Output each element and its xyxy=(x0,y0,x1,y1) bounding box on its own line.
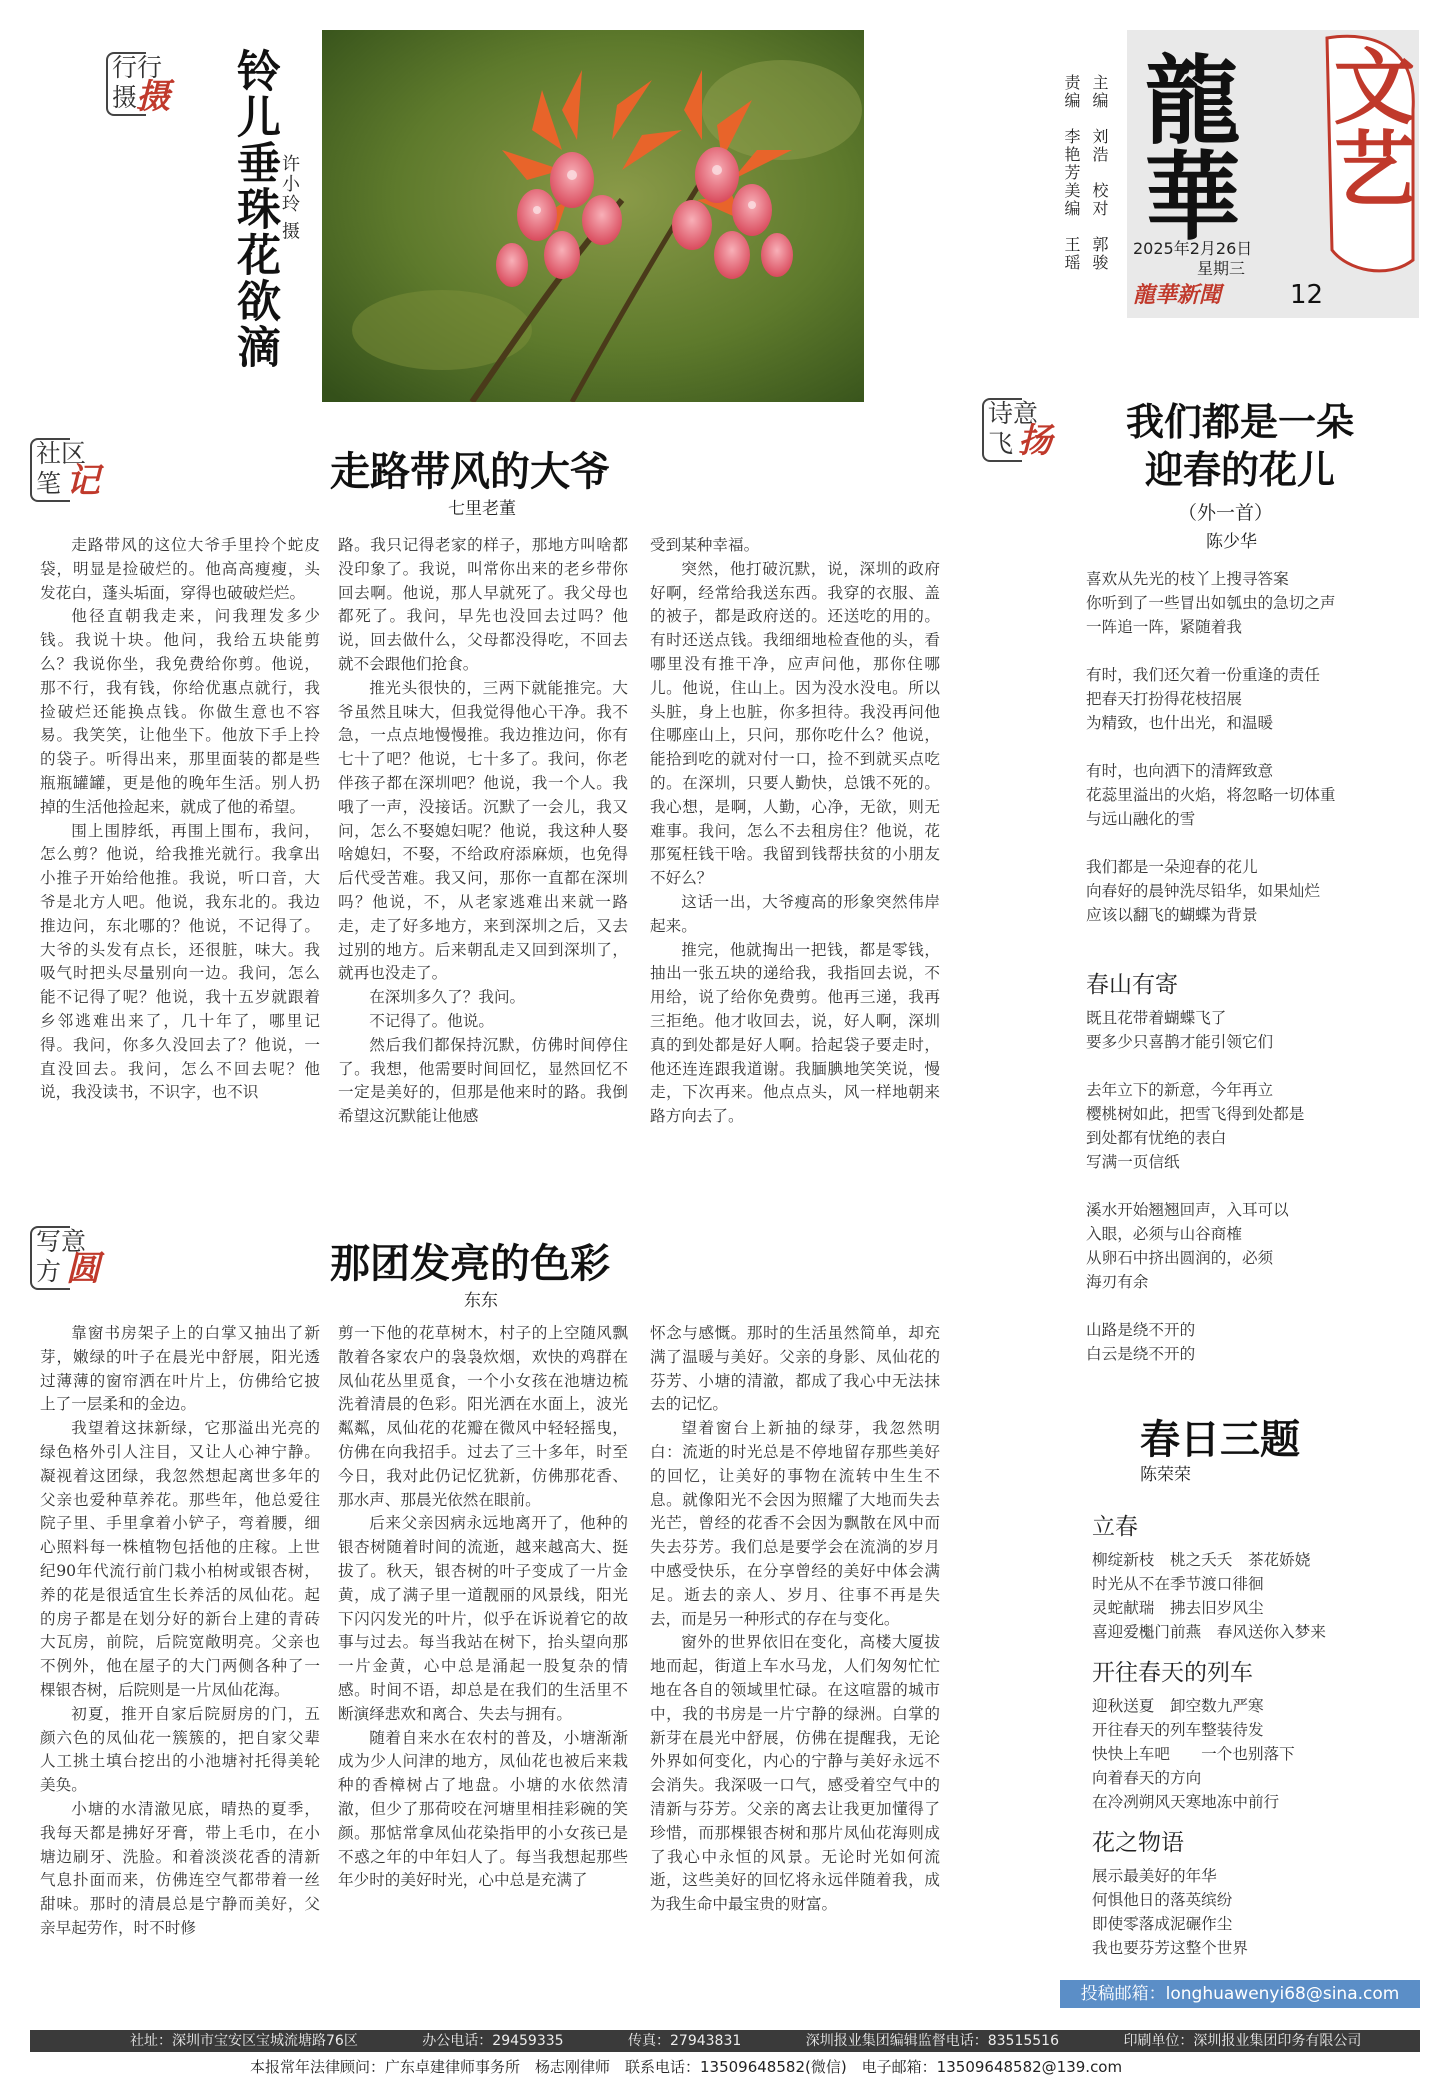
paragraph: 推完，他就掏出一把钱，都是零钱，抽出一张五块的递给我，我指回去说，不用给，说了给你免费剪。他再三递，我再三拒绝。他才收回去，说，好人啊，深圳真的到处都是好人啊。拾起袋子要走时，他还连连跟我道谢。我腼腆地笑笑说，慢走，下次再来。他点点头，风一样地朝来路方向去了。 xyxy=(650,940,940,1126)
stanza: 山路是绕不开的 白云是绕不开的 xyxy=(1086,1321,1196,1363)
brand-name: 龍華新聞 xyxy=(1133,282,1222,308)
tag-accent: 记 xyxy=(66,461,100,501)
poetry-title xyxy=(1080,398,1400,494)
tag-text: 笔 xyxy=(36,469,62,498)
poem-line: 喜迎爱櫆门前燕 春风送你入梦来 xyxy=(1092,1623,1326,1641)
section-tag-poetry xyxy=(982,398,1052,460)
poetry-subtitle: （外一首） xyxy=(1178,502,1274,524)
section-tag-essay xyxy=(30,1226,100,1288)
paragraph: 推光头很快的，三两下就能推完。大爷虽然且味大，但我觉得他心干净。我不急，一点点地慢慢推。我边推边问，你有七十了吧？他说，七十多了。我问，你老伴孩子都在深圳吧？他说，我一个人。我哦了一声，没接话。沉默了一会儿，我又问，怎么不娶媳妇呢？他说，我这种人娶啥媳妇，不娶，不给政府添麻烦，也免得后代受苦难。我又问，那你一直都在深圳吗？他说，不，从老家逃难出来就一路走，走了好多地方，来到深圳之后，又去过别的地方。后来朝乱走又回到深圳了，就再也没走了。 xyxy=(338,678,628,983)
poem-line: 快快上车吧 一个也别落下 xyxy=(1092,1745,1295,1763)
paragraph: 走路带风的这位大爷手里拎个蛇皮袋，明显是捡破烂的。他高高瘦瘦，头发花白，蓬头垢面，穿得也破破烂烂。 xyxy=(40,536,320,602)
paragraph: 受到某种幸福。 xyxy=(650,536,760,554)
tag-text: 诗意 xyxy=(988,399,1039,428)
poem-line: 在冷冽朔风天寒地冻中前行 xyxy=(1092,1793,1280,1811)
article1-author: 七里老董 xyxy=(448,499,516,519)
stanza: 既且花带着蝴蝶飞了 要多少只喜鹊才能引领它们 xyxy=(1086,1009,1274,1051)
masthead xyxy=(1127,30,1419,318)
article2-column-3 xyxy=(650,1322,940,1917)
footer-hotline: 深圳报业集团编辑监督电话：83515516 xyxy=(805,2033,1059,2049)
section-tag-photo xyxy=(106,52,176,117)
staff-credits: 主编 刘浩 校对 郭骏 责编 李艳芳 美编 王瑶 xyxy=(1062,74,1109,272)
article2-column-2 xyxy=(338,1322,628,1893)
spring-section-2-heading: 开往春天的列车 xyxy=(1092,1660,1253,1686)
poem-line: 何惧他日的落英缤纷 xyxy=(1092,1891,1233,1909)
paragraph: 然后我们都保持沉默，仿佛时间停住了。我想，他需要时间回忆，显然回忆不一定是美好的，但那是他来时的路。我倒希望这沉默能让他感 xyxy=(338,1035,628,1126)
paragraph: 窗外的世界依旧在变化，高楼大厦拔地而起，街道上车水马龙，人们匆匆忙忙地在各自的领域里忙碌。在这喧嚣的城市中，我的书房是一片宁静的绿洲。白掌的新芽在晨光中舒展，仿佛在提醒我，无论外界如何变化，内心的宁静与美好永远不会消失。我深吸一口气，感受着空气中的清新与芬芳。父亲的离去让我更加懂得了珍惜，而那棵银杏树和那片凤仙花海则成了我心中永恒的风景。无论时光如何流逝，这些美好的回忆将永远伴随着我，成为我生命中最宝贵的财富。 xyxy=(650,1633,940,1914)
poem-line: 开往春天的列车整装待发 xyxy=(1092,1721,1264,1739)
paragraph: 靠窗书房架子上的白掌又抽出了新芽，嫩绿的叶子在晨光中舒展，阳光透过薄薄的窗帘洒在叶片上，仿佛给它披上了一层柔和的金边。 xyxy=(40,1324,320,1414)
poem-line: 灵蛇献瑞 拂去旧岁风尘 xyxy=(1092,1599,1264,1617)
footer-printer: 印刷单位：深圳报业集团印务有限公司 xyxy=(1123,2033,1362,2049)
stanza: 我们都是一朵迎春的花儿 向春好的晨钟洗尽铅华，如果灿烂 应该以翻飞的蝴蝶为背景 xyxy=(1086,858,1320,924)
issue-weekday: 星期三 xyxy=(1197,259,1246,278)
spring-section-1-heading: 立春 xyxy=(1092,1514,1138,1540)
paragraph: 围上围脖纸，再围上围布，我问，怎么剪？他说，给我推光就行。我拿出小推子开始给他推。我说，听口音，大爷是北方人吧。他说，我东北的。我边推边问，东北哪的？他说，不记得了。大爷的头发有点长，还很脏，味大。我吸气时把头尽量别向一边。我问，怎么能不记得了呢？他说，我十五岁就跟着乡邻逃难出来了，几十年了，哪里记得。我问，你多久没回去了？他说，一直没回去。我问，怎么不回去呢？他说，我没读书，不识字，也不识 xyxy=(40,821,320,1102)
tag-accent: 圆 xyxy=(66,1249,100,1289)
article1-column-3 xyxy=(650,534,940,1129)
paragraph: 他径直朝我走来，问我理发多少钱。我说十块。他问，我给五块能剪么？我说你坐，我免费给你剪。他说，那不行，我有钱，你给优惠点就行，我捡破烂还能换点钱。你做生意也不容易。我笑笑，让他坐下。他放下手上拎的袋子。听得出来，那里面装的都是些瓶瓶罐罐，更是他的晚年生活。别人扔掉的生活他捡起来，就成了他的希望。 xyxy=(40,607,320,816)
poetry-author: 陈少华 xyxy=(1206,532,1257,552)
spring-title: 春日三题 xyxy=(1140,1417,1300,1463)
spring-author: 陈荣荣 xyxy=(1140,1465,1191,1485)
poem-1 xyxy=(1086,567,1416,951)
spring-section-3 xyxy=(1092,1864,1422,1960)
paragraph: 在深圳多久了？我问。 xyxy=(369,988,526,1007)
spring-section-1 xyxy=(1092,1548,1422,1644)
stanza: 喜欢从先光的枝丫上搜寻答案 你听到了一些冒出如瓠虫的急切之声 一阵追一阵，紧随着我 xyxy=(1086,570,1336,636)
article1-column-1 xyxy=(40,534,320,1105)
masthead-logo: 龍華 xyxy=(1129,50,1242,242)
spring-section-2 xyxy=(1092,1694,1422,1814)
tag-text: 行行 xyxy=(112,53,163,82)
poem-line: 时光从不在季节渡口徘徊 xyxy=(1092,1575,1264,1593)
footer-fax: 传真：27943831 xyxy=(628,2033,742,2049)
stanza: 有时，我们还欠着一份重逢的责任 把春天打扮得花枝招展 为精致，也什出光，和温暖 xyxy=(1086,666,1320,732)
paragraph: 初夏，推开自家后院厨房的门，五颜六色的凤仙花一簇簇的，把自家父辈人工挑土填台挖出的小池塘衬托得美轮美奂。 xyxy=(40,1704,320,1795)
paragraph: 望着窗台上新抽的绿芽，我忽然明白：流逝的时光总是不停地留存那些美好的回忆，让美好的事物在流转中生生不息。就像阳光不会因为照耀了大地而失去光芒，曾经的花香不会因为飘散在风中而失去芬芳。我们总是要学会在流淌的岁月中感受快乐，在分享曾经的美好中体会满足。逝去的亲人、岁月、往事不再是失去，而是另一种形式的存在与变化。 xyxy=(650,1419,940,1628)
poem-line: 向着春天的方向 xyxy=(1092,1769,1202,1787)
poem-line: 柳绽新枝 桃之夭夭 茶花娇娆 xyxy=(1092,1551,1311,1569)
stanza: 溪水开始翘翘回声，入耳可以 入眼，必须与山谷商榷 从卵石中挤出圆润的，必须 海刃有余 xyxy=(1086,1201,1289,1291)
footer-address: 社址：深圳市宝安区宝城流塘路76区 xyxy=(130,2033,358,2049)
paragraph: 不记得了。他说。 xyxy=(369,1011,494,1030)
paragraph: 我望着这抹新绿，它那溢出光亮的绿色格外引人注目，又让人心神宁静。凝视着这团绿，我忽然想起离世多年的父亲也爱种草养花。那些年，他总爱往院子里、手里拿着小铲子，弯着腰，细心照料每一株植物包括他的庄稼。上世纪90年代流行前门栽小柏树或银杏树，养的花是很适宜生长养活的凤仙花。起的房子都是在划分好的新台上建的青砖大瓦房，前院，后院宽敞明亮。父亲也不例外，他在屋子的大门两侧各种了一棵银杏树，后院则是一片凤仙花海。 xyxy=(40,1419,320,1699)
page-number: 12 xyxy=(1290,280,1324,310)
issue-date: 2025年2月26日 xyxy=(1133,239,1253,258)
tag-text: 方 xyxy=(36,1257,62,1286)
footer-legal: 本报常年法律顾问：广东卓建律师事务所 杨志刚律师 联系电话：13509648582(微信) 电子邮箱：13509648582@139.com xyxy=(250,2058,1123,2076)
poem-2 xyxy=(1086,1006,1416,1390)
submission-email[interactable]: 投稿邮箱：longhuawenyi68@sina.com xyxy=(1060,1980,1420,2008)
poem-line: 迎秋送夏 卸空数九严寒 xyxy=(1092,1697,1264,1715)
poem-line: 我也要芬芳这整个世界 xyxy=(1092,1939,1248,1957)
paragraph: 怀念与感慨。那时的生活虽然简单，却充满了温暖与美好。父亲的身影、凤仙花的芬芳、小塘的清澈，都成了我心中无法抹去的记忆。 xyxy=(650,1324,940,1414)
tag-accent: 扬 xyxy=(1018,421,1052,461)
section-tag-community xyxy=(30,438,100,500)
feature-photo xyxy=(322,30,864,402)
poetry-title-line: 迎春的花儿 xyxy=(1144,448,1335,492)
poem-line: 即使零落成泥碾作尘 xyxy=(1092,1915,1233,1933)
footer-bar xyxy=(30,2030,1420,2052)
stanza: 有时，也向洒下的清辉致意 花蕊里溢出的火焰，将忽略一切体重 与远山融化的雪 xyxy=(1086,762,1336,828)
footer-phone: 办公电话：29459335 xyxy=(422,2033,564,2049)
paragraph: 随着自来水在农村的普及，小塘渐渐成为少人问津的地方，凤仙花也被后来栽种的香樟树占了地盘。小塘的水依然清澈，但少了那荷咬在河塘里相挂彩碗的笑颜。那惦常拿凤仙花染指甲的小女孩已是不惑之年的中年妇人了。每当我想起那些年少时的美好时光，心中总是充满了 xyxy=(338,1728,628,1890)
tag-text: 社区 xyxy=(36,439,87,468)
poem-line: 展示最美好的年华 xyxy=(1092,1867,1217,1885)
paragraph: 这话一出，大爷瘦高的形象突然伟岸起来。 xyxy=(650,892,940,935)
paragraph: 后来父亲因病永远地离开了，他种的银杏树随着时间的流逝，越来越高大、挺拔了。秋天，银杏树的叶子变成了一片金黄，成了满子里一道靓丽的风景线，阳光下闪闪发光的叶片，似乎在诉说着它的故事与过去。每当我站在树下，抬头望向那一片金黄，心中总是涌起一股复杂的情感。时间不语，却总是在我们的生活里不断演绎悲欢和离合、失去与拥有。 xyxy=(338,1514,628,1723)
article1-column-2 xyxy=(338,534,628,1129)
tag-accent: 摄 xyxy=(136,77,170,117)
stanza: 去年立下的新意，今年再立 樱桃树如此，把雪飞得到处都是 到处都有忧绝的表白 写满一页信纸 xyxy=(1086,1081,1305,1171)
photo-credit: 许小玲 摄 xyxy=(279,154,300,242)
spring-section-3-heading: 花之物语 xyxy=(1092,1830,1184,1856)
paragraph: 剪一下他的花草树木，村子的上空随风飘散着各家农户的袅袅炊烟，欢快的鸡群在凤仙花丛里觅食，一个小女孩在池塘边梳洗着清晨的色彩。阳光洒在水面上，波光粼粼，凤仙花的花瓣在微风中轻轻摇曳，仿佛在向我招手。过去了三十多年，时至今日，我对此仍记忆犹新，仿佛那花香、那水声、那晨光依然在眼前。 xyxy=(338,1324,628,1509)
poem-2-title: 春山有寄 xyxy=(1086,972,1178,998)
tag-text: 飞 xyxy=(988,429,1014,458)
poetry-title-line: 我们都是一朵 xyxy=(1125,400,1354,444)
paragraph: 小塘的水清澈见底，晴热的夏季，我每天都是拂好牙膏，带上毛巾，在小塘边刷牙、洗脸。和着淡淡花香的清新气息扑面而来，仿佛连空气都带着一丝甜味。那时的清晨总是宁静而美好，父亲早起劳作，时不时修 xyxy=(40,1799,320,1937)
tag-text: 摄 xyxy=(112,84,138,112)
paragraph: 路。我只记得老家的样子，那地方叫啥都没印象了。我说，叫常你出来的老乡带你回去啊。他说，那人早就死了。我父母也都死了。我问，早先也没回去过吗？他说，回去做什么，父母都没得吃，不回去就不会跟他们抢食。 xyxy=(338,536,628,673)
tag-text: 写意 xyxy=(36,1227,87,1256)
article2-column-1 xyxy=(40,1322,320,1941)
photo-title: 铃儿垂珠花欲滴 xyxy=(229,48,280,370)
article2-author: 东东 xyxy=(464,1291,498,1311)
masthead-logo-accent: 文艺 xyxy=(1320,44,1416,208)
article2-title: 那团发亮的色彩 xyxy=(330,1241,610,1287)
article1-title: 走路带风的大爷 xyxy=(330,449,610,495)
paragraph: 突然，他打破沉默，说，深圳的政府好啊，经常给我送东西。我穿的衣服、盖的被子，都是政府送的。还送吃的用的。有时还送点钱。我细细地检查他的头，看哪里没有推干净，应声问他，那你住哪儿。他说，住山上。因为没水没电。所以头脏，身上也脏，你多担待。我没再问他住哪座山上，只问，那你吃什么？他说，能拾到吃的就对付一口，捡不到就买点吃的。在深圳，只要人勤快，总饿不死的。我心想，是啊，人勤，心净，无欲，则无难事。我问，怎么不去租房住？他说，花那冤枉钱干啥。我留到钱帮扶贫的小朋友不好么？ xyxy=(650,559,940,888)
